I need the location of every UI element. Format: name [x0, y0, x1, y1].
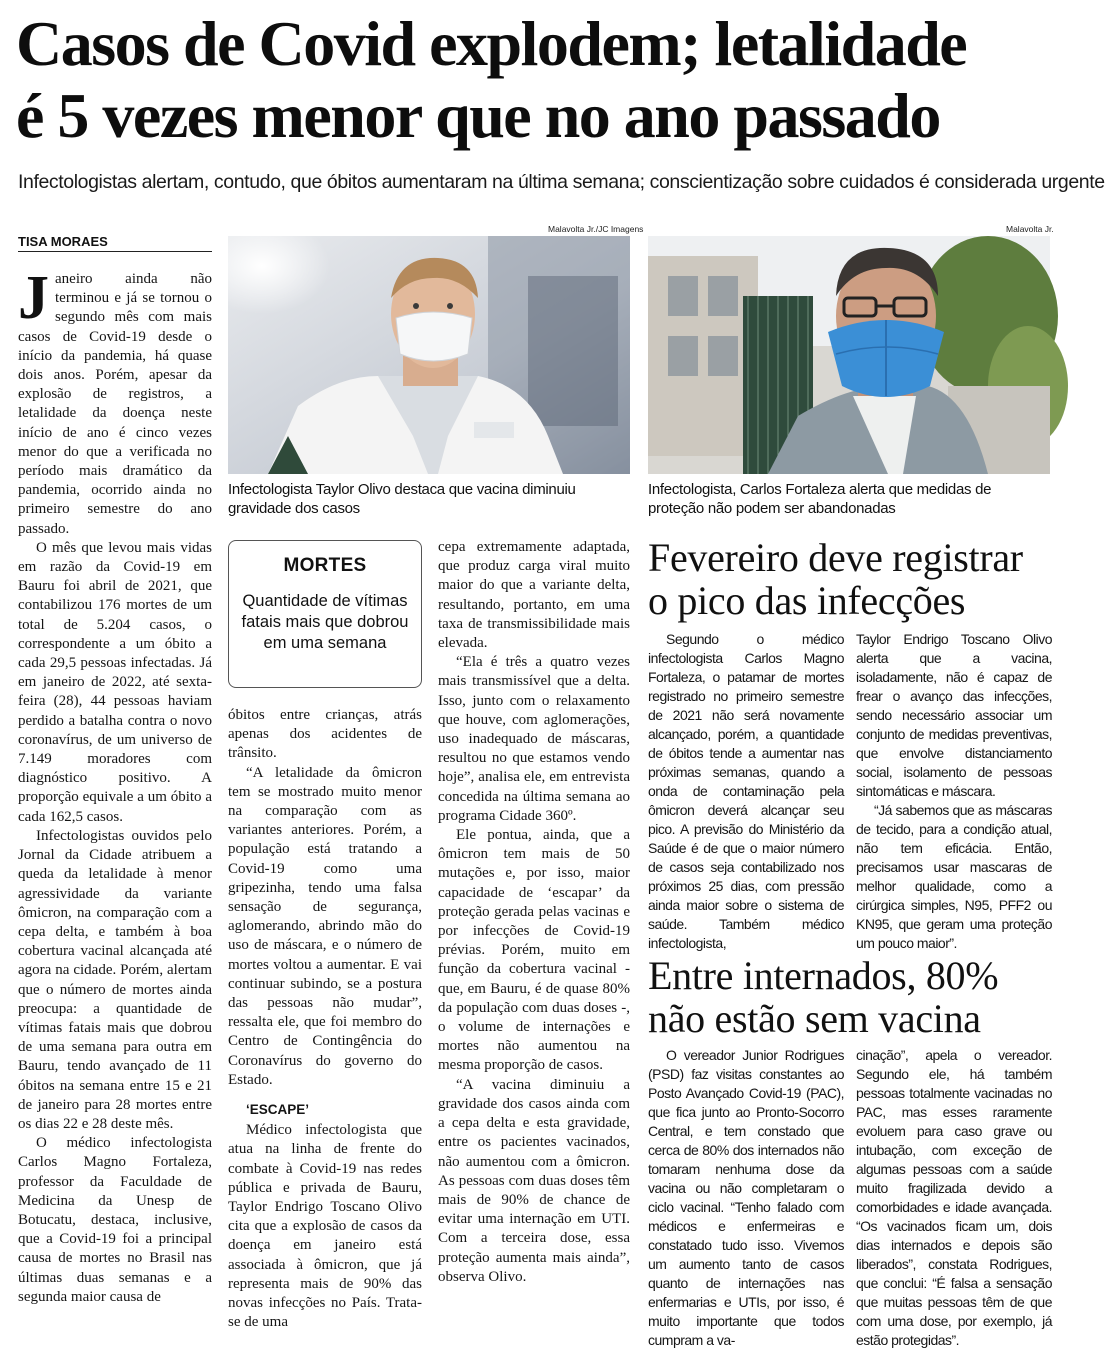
- paragraph: “A vacina diminuiu a gravidade dos casos ainda com a cepa delta e esta gravidade, entre os pacientes vacinados, não aumentou com a ômicron. As pessoas com duas doses têm mais de 90% de chance de evitar uma internação em UTI. Com a terceira dose, essa proteção aumenta mais ainda”, observa Olivo.: [438, 1076, 630, 1285]
- photo-taylor-olivo: [228, 236, 630, 474]
- paragraph: Taylor Endrigo Toscano Olivo alerta que a vacina, isoladamente, não é capaz de frear o avanço das infecções, sendo necessário associar um conjunto de medidas preventivas, que envolve distanciamento social, isolamento de pessoas sintomáticas e máscara.: [856, 631, 1052, 799]
- paragraph: cepa extremamente adaptada, que produz carga viral muito maior do que a variante delta, resultando, portanto, em uma taxa de transmissibilidade mais elevada.: [438, 539, 630, 652]
- section-headline-fevereiro: Fevereiro deve registrar o pico das infecções: [648, 535, 1023, 623]
- paragraph: [18, 264, 212, 539]
- paragraph: óbitos entre crianças, atrás apenas dos acidentes de trânsito.: [228, 707, 422, 762]
- headline-line-2: é 5 vezes menor que no ano passado: [16, 80, 940, 151]
- paragraph: Infectologistas ouvidos pelo Jornal da Cidade atribuem a queda da letalidade à menor agressividade da variante ômicron, na comparação com a cepa delta, e também à boa cobertura vacinal alcançada até agora na cidade. Porém, alertam que o número de mortes ainda preocupa: a quantidade de vítimas fatais mais que dobrou de uma semana para outra em Bauru, tendo avançado de 11 óbitos na semana entre 15 e 21 de janeiro para 28 mortes entre os dias 22 e 28 deste mês.: [18, 827, 212, 1132]
- fevereiro-column-b: [856, 630, 1052, 951]
- paragraph: Ele pontua, ainda, que a ômicron tem mais de 50 mutações e, por isso, maior capacidade de ‘escapar’ da proteção gerada pelas vacinas e por infecções de Covid-19 prévias. Porém, muito em função da cobertura vacinal - que, em Bauru, é de quase 80% da população com duas doses -, o volume de internações e mortes não aumentou na mesma proporção de casos.: [438, 827, 630, 1074]
- photo-carlos-fortaleza-illustration: [648, 236, 1050, 474]
- paragraph: O mês que levou mais vidas em razão da Covid-19 em Bauru foi abril de 2021, que contabilizou 176 mortes de um total de 5.204 casos, o correspondente a um óbito a cada 29,5 pessoas infectadas. Já em janeiro de 2022, até sexta-feira (28), 44 pessoas haviam perdido a batalha contra o novo coronavírus, de um universo de 7.149 moradores com diagnóstico positivo. A proporção equivale a um óbito a cada 162,5 casos.: [18, 539, 212, 825]
- photo-caption-right: Infectologista, Carlos Fortaleza alerta que medidas de proteção não podem ser abandonadas: [648, 481, 992, 517]
- headline: [16, 8, 1056, 152]
- paragraph: “A letalidade da ômicron tem se mostrado muito menor na comparação com as variantes anteriores. Porém, a população está tratando a Covid-19 como uma gripezinha, tendo uma falsa sensação de segurança, aglomerando, abrindo mão do uso de máscara, e o número de mortes voltou a aumentar. E vai continuar subindo, se a postura das pessoas não mudar”, ressalta ele, que foi membro do Centro de Contingência do Coronavírus do governo do Estado.: [228, 764, 422, 1088]
- mortes-box-text: Quantidade de vítimas fatais mais que dobrou em uma semana: [241, 592, 409, 652]
- mortes-highlight-box: [228, 540, 422, 688]
- paragraph: cinação”, apela o vereador. Segundo ele, há também pessoas totalmente vacinadas no PAC, mas esses raramente evoluem para caso grave ou intubação, com exceção de algumas pessoas com a saúde muito fragilizada devido a comorbidades e idade avançada. “Os vacinados ficam um, dois dias internados e depois são liberados”, constata Rodrigues, que conclui: “É falsa a sensação que muitas pessoas têm de que com uma dose, por exemplo, já estão protegidas”.: [856, 1047, 1052, 1348]
- article-column-2: [228, 706, 422, 1342]
- paragraph: Segundo o médico infectologista Carlos Magno Fortaleza, o patamar de mortes registrado no primeiro semestre de 2021 não será novamente alcançado, porém, a quantidade de óbitos tende a aumentar nas próximas semanas, quando a onda de contaminação pela ômicron deverá alcançar seu pico. A previsão do Ministério da Saúde é de que o maior número de casos seja contabilizado nos próximos 25 dias, com pressão ainda maior sobre o sistema de saúde. Também médico infectologista,: [648, 631, 844, 951]
- internados-column-b: [856, 1046, 1052, 1348]
- photo-credit-left: Malavolta Jr./JC Imagens: [548, 224, 644, 234]
- article-column-1: [18, 264, 212, 1340]
- photo-caption-left: Infectologista Taylor Olivo destaca que vacina diminuiu gravidade dos casos: [228, 481, 576, 517]
- dropcap: J: [18, 264, 49, 332]
- paragraph: “Ela é três a quatro vezes mais transmissível que a delta. Isso, junto com o relaxamento que houve, com aglomerações, uso inadequado de máscaras, resultou no que estamos vendo hoje”, analisa ele, em entrevista concedida na última semana ao programa Cidade 360º.: [438, 654, 630, 824]
- subheadline: Infectologistas alertam, contudo, que óbitos aumentaram na última semana; conscientização sobre cuidados é considerada urgente: [18, 171, 1105, 193]
- paragraph: O médico infectologista Carlos Magno Fortaleza, professor da Faculdade de Medicina da Unesp de Botucatu, destaca, inclusive, que a Covid-19 foi a principal causa de mortes no Brasil nas últimas duas semanas e a segunda maior causa de: [18, 1135, 212, 1305]
- section-title-escape: ‘ESCAPE’: [246, 1102, 310, 1118]
- article-column-3: [438, 538, 630, 1342]
- internados-column-a: [648, 1046, 844, 1348]
- paragraph-text: aneiro ainda não terminou e já se tornou o segundo mês com mais casos de Covid-19 desde o início da pandemia, há quase dois anos. Porém, apesar da explosão de registros, a letalidade da doença neste início de ano é cinco vezes menor do que a verificada no período mais dramático da pandemia, ocorrido ainda no primeiro semestre do ano passado.: [18, 271, 212, 537]
- mortes-box-title: MORTES: [283, 555, 367, 576]
- fevereiro-column-a: [648, 630, 844, 951]
- paragraph: O vereador Junior Rodrigues (PSD) faz visitas constantes ao Posto Avançado Covid-19 (PAC), que fica junto ao Pronto-Socorro Central, e tem constado que cerca de 80% dos internados não tomaram nenhuma dose da vacina ou não completaram o ciclo vacinal. “Tenho falado com médicos e enfermeiras e constatado tudo isso. Vivemos um aumento tanto de casos quanto de internações nas enfermarias e UTIs, por isso, é muito importante que todos cumpram a va-: [648, 1047, 844, 1348]
- photo-carlos-fortaleza: [648, 236, 1050, 474]
- photo-taylor-olivo-illustration: [228, 236, 630, 474]
- paragraph: “Já sabemos que as máscaras de tecido, para a condição atual, não tem eficácia. Então, precisamos usar mascaras de melhor qualidade, como a cirúrgica simples, N95, PFF2 ou KN95, que geram uma proteção um pouco maior”.: [856, 802, 1052, 951]
- headline-line-1: Casos de Covid explodem; letalidade: [16, 8, 967, 79]
- photo-credit-right: Malavolta Jr.: [1006, 224, 1054, 234]
- byline: TISA MORAES: [18, 234, 212, 252]
- section-headline-internados: Entre internados, 80% não estão sem vacina: [648, 953, 999, 1041]
- paragraph: Médico infectologista que atua na linha de frente do combate à Covid-19 nas redes pública e privada de Bauru, Taylor Endrigo Toscano Olivo cita que a explosão de casos da doença em janeiro está associada à ômicron, que já representa mais de 90% das novas infecções no País. Trata-se de uma: [228, 1122, 422, 1331]
